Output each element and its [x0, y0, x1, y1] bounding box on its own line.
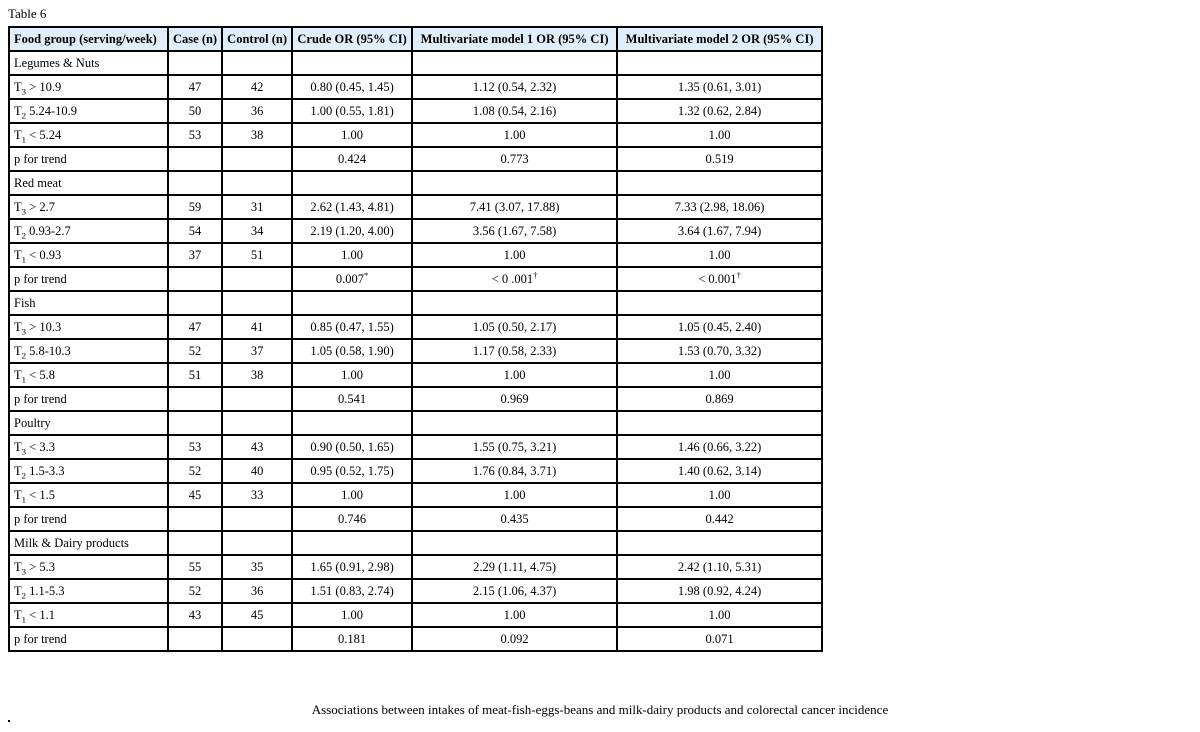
empty-cell-control [222, 291, 292, 315]
table-body [9, 51, 822, 651]
case-count: 55 [168, 555, 222, 579]
tertile-index: 1 [21, 374, 27, 385]
empty-cell-crude [292, 531, 412, 555]
model-2-or: 1.00 [617, 123, 822, 147]
tertile-index: 2 [21, 110, 27, 121]
empty-cell-model-2 [617, 171, 822, 195]
group-label: Milk & Dairy products [9, 531, 168, 555]
control-count: 34 [222, 219, 292, 243]
header-model-2: Multivariate model 2 OR (95% CI) [617, 27, 822, 51]
model-1-trend [412, 147, 617, 171]
tertile-label [9, 603, 168, 627]
trend-row [9, 627, 822, 651]
empty-cell-case [168, 291, 222, 315]
tertile-letter: T [14, 320, 22, 334]
empty-cell-case [168, 51, 222, 75]
crude-or: 0.80 (0.45, 1.45) [292, 75, 412, 99]
control-count: 36 [222, 99, 292, 123]
model-2-trend-value: 0.869 [705, 392, 734, 406]
tertile-range: < 0.93 [26, 248, 62, 262]
tertile-label [9, 99, 168, 123]
control-count: 42 [222, 75, 292, 99]
tertile-label [9, 195, 168, 219]
model-1-trend-footnote: † [533, 269, 538, 280]
model-2-trend-value: < 0.001 [698, 272, 737, 286]
group-row [9, 411, 822, 435]
model-1-trend-value: 0.435 [500, 512, 529, 526]
empty-cell-crude [292, 411, 412, 435]
tertile-label [9, 75, 168, 99]
crude-or: 1.00 [292, 483, 412, 507]
case-count: 53 [168, 123, 222, 147]
crude-or: 0.85 (0.47, 1.55) [292, 315, 412, 339]
table-row [9, 459, 822, 483]
table-row [9, 99, 822, 123]
model-1-or: 1.00 [412, 363, 617, 387]
crude-or: 1.00 [292, 243, 412, 267]
case-count: 54 [168, 219, 222, 243]
tertile-label [9, 459, 168, 483]
empty-cell-control [222, 627, 292, 651]
table-caption: Associations between intakes of meat-fish-eggs-beans and milk-dairy products and colorectal cancer incidence [311, 702, 889, 717]
tertile-label [9, 579, 168, 603]
tertile-index: 3 [21, 446, 27, 457]
tertile-range: 5.24-10.9 [26, 104, 78, 118]
tertile-range: > 10.9 [26, 80, 62, 94]
tertile-range: 1.1-5.3 [26, 584, 65, 598]
results-table [8, 26, 823, 652]
case-count: 53 [168, 435, 222, 459]
model-1-or: 1.05 (0.50, 2.17) [412, 315, 617, 339]
empty-cell-case [168, 147, 222, 171]
empty-cell-control [222, 411, 292, 435]
model-1-or: 7.41 (3.07, 17.88) [412, 195, 617, 219]
crude-trend [292, 267, 412, 291]
tertile-range: > 10.3 [26, 320, 62, 334]
tertile-range: 0.93-2.7 [26, 224, 71, 238]
case-count: 47 [168, 75, 222, 99]
model-2-or: 3.64 (1.67, 7.94) [617, 219, 822, 243]
tertile-index: 1 [21, 614, 27, 625]
model-1-trend [412, 627, 617, 651]
crude-or: 1.51 (0.83, 2.74) [292, 579, 412, 603]
crude-or: 1.00 [292, 123, 412, 147]
tertile-letter: T [14, 488, 22, 502]
group-row [9, 531, 822, 555]
empty-cell-control [222, 51, 292, 75]
model-1-trend [412, 507, 617, 531]
trend-label: p for trend [9, 507, 168, 531]
case-count: 43 [168, 603, 222, 627]
tertile-label [9, 315, 168, 339]
empty-cell-case [168, 267, 222, 291]
tertile-letter: T [14, 608, 22, 622]
table-row [9, 123, 822, 147]
tertile-index: 1 [21, 134, 27, 145]
empty-cell-model-2 [617, 411, 822, 435]
header-control: Control (n) [222, 27, 292, 51]
model-2-or: 7.33 (2.98, 18.06) [617, 195, 822, 219]
model-2-trend-footnote: † [736, 269, 741, 280]
crude-trend-footnote: * [363, 269, 369, 280]
group-label: Poultry [9, 411, 168, 435]
model-2-trend [617, 387, 822, 411]
tertile-range: > 5.3 [26, 560, 55, 574]
header-row [9, 27, 822, 51]
trend-row [9, 507, 822, 531]
model-1-trend-value: 0.092 [500, 632, 529, 646]
crude-or: 1.00 (0.55, 1.81) [292, 99, 412, 123]
crude-or: 1.00 [292, 603, 412, 627]
control-count: 43 [222, 435, 292, 459]
tertile-range: < 1.1 [26, 608, 55, 622]
group-row [9, 291, 822, 315]
model-1-or: 1.76 (0.84, 3.71) [412, 459, 617, 483]
tertile-index: 3 [21, 206, 27, 217]
group-label: Legumes & Nuts [9, 51, 168, 75]
empty-cell-crude [292, 291, 412, 315]
table-row [9, 579, 822, 603]
table-row [9, 363, 822, 387]
control-count: 41 [222, 315, 292, 339]
header-model-1: Multivariate model 1 OR (95% CI) [412, 27, 617, 51]
empty-cell-model-1 [412, 531, 617, 555]
tertile-range: 5.8-10.3 [26, 344, 71, 358]
table-row [9, 219, 822, 243]
tertile-letter: T [14, 80, 22, 94]
empty-cell-case [168, 531, 222, 555]
control-count: 33 [222, 483, 292, 507]
empty-cell-model-1 [412, 291, 617, 315]
tertile-range: 1.5-3.3 [26, 464, 65, 478]
crude-trend-value: 0.007 [335, 272, 364, 286]
control-count: 40 [222, 459, 292, 483]
case-count: 50 [168, 99, 222, 123]
control-count: 37 [222, 339, 292, 363]
tertile-range: > 2.7 [26, 200, 55, 214]
tertile-label [9, 123, 168, 147]
case-count: 45 [168, 483, 222, 507]
stray-mark [8, 720, 10, 722]
control-count: 45 [222, 603, 292, 627]
tertile-range: < 3.3 [26, 440, 55, 454]
model-2-trend [617, 627, 822, 651]
model-2-or: 1.00 [617, 363, 822, 387]
model-2-or: 1.40 (0.62, 3.14) [617, 459, 822, 483]
model-2-or: 1.35 (0.61, 3.01) [617, 75, 822, 99]
crude-or: 1.65 (0.91, 2.98) [292, 555, 412, 579]
case-count: 47 [168, 315, 222, 339]
tertile-letter: T [14, 200, 22, 214]
tertile-index: 2 [21, 350, 27, 361]
model-2-or: 1.46 (0.66, 3.22) [617, 435, 822, 459]
model-2-trend-value: 0.442 [705, 512, 734, 526]
model-1-or: 1.55 (0.75, 3.21) [412, 435, 617, 459]
model-1-trend-value: < 0 .001 [491, 272, 534, 286]
model-2-or: 1.00 [617, 483, 822, 507]
model-2-trend-value: 0.519 [705, 152, 734, 166]
tertile-index: 1 [21, 254, 27, 265]
tertile-letter: T [14, 464, 22, 478]
tertile-index: 3 [21, 326, 27, 337]
header-crude-or: Crude OR (95% CI) [292, 27, 412, 51]
trend-label: p for trend [9, 627, 168, 651]
crude-or: 0.95 (0.52, 1.75) [292, 459, 412, 483]
tertile-index: 2 [21, 470, 27, 481]
crude-or: 2.19 (1.20, 4.00) [292, 219, 412, 243]
tertile-range: < 1.5 [26, 488, 55, 502]
empty-cell-crude [292, 171, 412, 195]
group-label: Red meat [9, 171, 168, 195]
tertile-letter: T [14, 560, 22, 574]
table-row [9, 339, 822, 363]
tertile-label [9, 483, 168, 507]
case-count: 59 [168, 195, 222, 219]
model-2-trend [617, 507, 822, 531]
control-count: 31 [222, 195, 292, 219]
empty-cell-case [168, 507, 222, 531]
model-2-or: 1.98 (0.92, 4.24) [617, 579, 822, 603]
table-row [9, 555, 822, 579]
table-row [9, 435, 822, 459]
empty-cell-case [168, 171, 222, 195]
tertile-letter: T [14, 368, 22, 382]
table-row [9, 315, 822, 339]
case-count: 51 [168, 363, 222, 387]
empty-cell-model-1 [412, 171, 617, 195]
tertile-index: 2 [21, 590, 27, 601]
tertile-letter: T [14, 248, 22, 262]
control-count: 51 [222, 243, 292, 267]
empty-cell-model-1 [412, 51, 617, 75]
group-row [9, 51, 822, 75]
model-2-or: 1.53 (0.70, 3.32) [617, 339, 822, 363]
model-2-trend [617, 267, 822, 291]
empty-cell-control [222, 507, 292, 531]
empty-cell-control [222, 387, 292, 411]
tertile-label [9, 243, 168, 267]
group-row [9, 171, 822, 195]
table-row [9, 195, 822, 219]
trend-label: p for trend [9, 147, 168, 171]
crude-trend [292, 627, 412, 651]
tertile-label [9, 435, 168, 459]
model-1-trend [412, 267, 617, 291]
control-count: 35 [222, 555, 292, 579]
case-count: 52 [168, 339, 222, 363]
model-2-or: 1.05 (0.45, 2.40) [617, 315, 822, 339]
empty-cell-control [222, 171, 292, 195]
table-row [9, 75, 822, 99]
tertile-letter: T [14, 128, 22, 142]
crude-trend-value: 0.746 [338, 512, 367, 526]
model-1-or: 1.12 (0.54, 2.32) [412, 75, 617, 99]
tertile-label [9, 555, 168, 579]
model-1-or: 1.08 (0.54, 2.16) [412, 99, 617, 123]
case-count: 52 [168, 459, 222, 483]
model-1-trend [412, 387, 617, 411]
tertile-label [9, 339, 168, 363]
model-2-or: 1.32 (0.62, 2.84) [617, 99, 822, 123]
model-2-or: 2.42 (1.10, 5.31) [617, 555, 822, 579]
table-row [9, 243, 822, 267]
tertile-letter: T [14, 344, 22, 358]
model-1-or: 3.56 (1.67, 7.58) [412, 219, 617, 243]
crude-trend [292, 147, 412, 171]
empty-cell-model-2 [617, 531, 822, 555]
tertile-letter: T [14, 440, 22, 454]
crude-or: 2.62 (1.43, 4.81) [292, 195, 412, 219]
tertile-index: 2 [21, 230, 27, 241]
empty-cell-model-1 [412, 411, 617, 435]
case-count: 37 [168, 243, 222, 267]
empty-cell-case [168, 387, 222, 411]
crude-trend-value: 0.424 [338, 152, 367, 166]
empty-cell-model-2 [617, 51, 822, 75]
header-case: Case (n) [168, 27, 222, 51]
crude-or: 1.05 (0.58, 1.90) [292, 339, 412, 363]
crude-trend-value: 0.541 [338, 392, 367, 406]
model-1-or: 1.00 [412, 243, 617, 267]
model-1-or: 2.29 (1.11, 4.75) [412, 555, 617, 579]
trend-label: p for trend [9, 387, 168, 411]
table-label: Table 6 [8, 6, 47, 21]
model-1-or: 1.00 [412, 123, 617, 147]
tertile-letter: T [14, 584, 22, 598]
tertile-letter: T [14, 224, 22, 238]
crude-trend [292, 387, 412, 411]
control-count: 38 [222, 363, 292, 387]
case-count: 52 [168, 579, 222, 603]
model-1-or: 2.15 (1.06, 4.37) [412, 579, 617, 603]
model-1-or: 1.00 [412, 603, 617, 627]
model-1-trend-value: 0.969 [500, 392, 529, 406]
tertile-label [9, 219, 168, 243]
model-2-or: 1.00 [617, 603, 822, 627]
trend-row [9, 387, 822, 411]
table-row [9, 483, 822, 507]
header-food-group: Food group (serving/week) [9, 27, 168, 51]
group-label: Fish [9, 291, 168, 315]
tertile-label [9, 363, 168, 387]
table-row [9, 603, 822, 627]
crude-or: 0.90 (0.50, 1.65) [292, 435, 412, 459]
empty-cell-case [168, 627, 222, 651]
empty-cell-control [222, 267, 292, 291]
model-2-trend [617, 147, 822, 171]
control-count: 36 [222, 579, 292, 603]
trend-row [9, 267, 822, 291]
model-2-trend-value: 0.071 [705, 632, 734, 646]
model-1-trend-value: 0.773 [500, 152, 529, 166]
tertile-index: 3 [21, 566, 27, 577]
trend-label: p for trend [9, 267, 168, 291]
crude-trend [292, 507, 412, 531]
empty-cell-control [222, 531, 292, 555]
tertile-letter: T [14, 104, 22, 118]
tertile-index: 3 [21, 86, 27, 97]
model-1-or: 1.00 [412, 483, 617, 507]
model-2-or: 1.00 [617, 243, 822, 267]
empty-cell-case [168, 411, 222, 435]
tertile-range: < 5.24 [26, 128, 62, 142]
empty-cell-crude [292, 51, 412, 75]
crude-trend-value: 0.181 [338, 632, 367, 646]
tertile-index: 1 [21, 494, 27, 505]
model-1-or: 1.17 (0.58, 2.33) [412, 339, 617, 363]
empty-cell-control [222, 147, 292, 171]
tertile-range: < 5.8 [26, 368, 55, 382]
crude-or: 1.00 [292, 363, 412, 387]
control-count: 38 [222, 123, 292, 147]
trend-row [9, 147, 822, 171]
empty-cell-model-2 [617, 291, 822, 315]
